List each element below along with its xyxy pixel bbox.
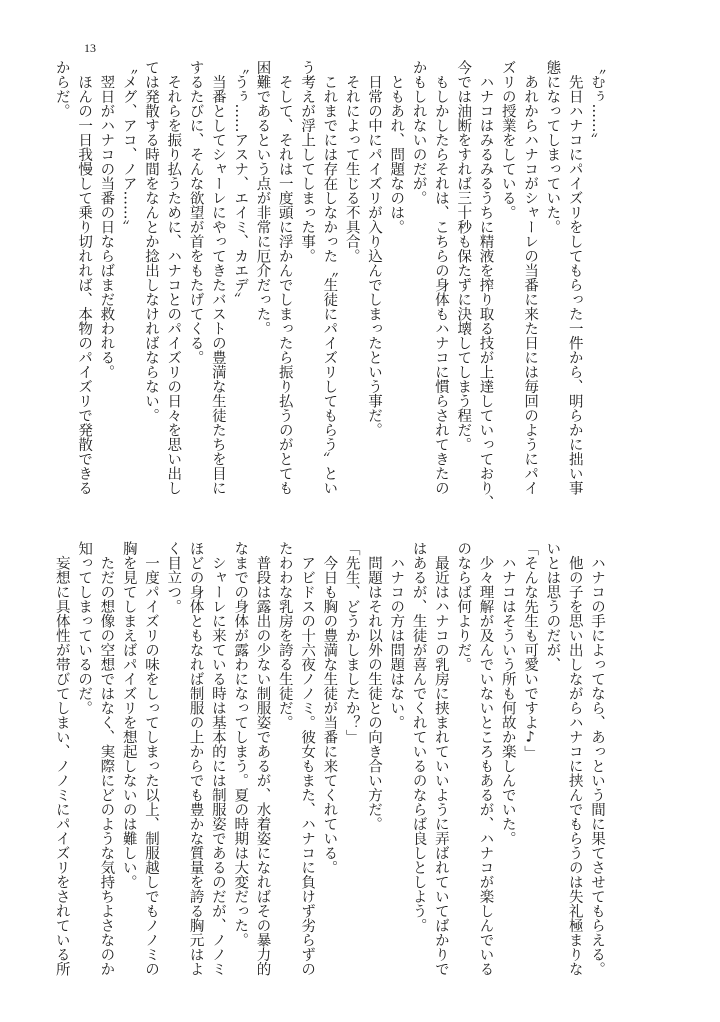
text-column: 「先生、どうかしましたか？」 <box>343 541 360 744</box>
text-column: なまでの身体が露わになってしまう。夏の時期は大変だった。 <box>232 541 249 947</box>
text-column: するたびに、そんな欲望が首をもたげてくる。 <box>187 60 204 365</box>
text-column: はあるが、生徒が喜んでくれているのならば良しとしよう。 <box>410 541 427 933</box>
text-column: う考えが浮上してしまった事。 <box>299 60 316 263</box>
text-column: く目立つ。 <box>165 541 182 614</box>
text-column: 〝うぅ……アスナ、エイミ、カエデ〟 <box>232 60 249 307</box>
text-column: 態になってしまっていた。 <box>544 60 561 234</box>
text-column: たわわな乳房を誇る生徒だ。 <box>276 541 293 730</box>
text-column: いとは思うのだが、 <box>544 541 561 672</box>
text-column: ハナコはみるみるうちに精液を搾り取る技が上達していっており、 <box>477 60 494 510</box>
text-column: もしかしたらそれは、こちらの身体もハナコに慣らされてきたの <box>432 60 449 495</box>
text-column: 当番としてシャーレにやってきたバストの豊満な生徒たちを目に <box>209 60 226 495</box>
text-column: 今では油断をすれば三十秒も保たずに決壊してしまう程だ。 <box>455 60 472 452</box>
text-column: 最近はハナコの乳房に挟まれていいように弄ばれていてばかりで <box>432 541 449 976</box>
page-number: 13 <box>84 41 96 55</box>
text-column: ほんの一日我慢して乗り切れれば、本物のパイズリで発散できる <box>76 60 93 495</box>
text-column: 妄想に具体性が帯びてしまい、ノノミにパイズリをされている所 <box>53 541 70 976</box>
text-column: 一度パイズリの味をしってしまった以上、制服越しでもノノミの <box>143 541 159 976</box>
text-column: それによって生じる不具合。 <box>343 60 360 263</box>
text-column: ズリの授業をしている。 <box>499 60 516 220</box>
text-column: 他の子を思い出しながらハナコに挟んでもらうのは失礼極まりな <box>566 541 583 976</box>
text-column: 知ってしまっているのだ。 <box>76 541 93 715</box>
text-column: ハナコの方は問題はない。 <box>388 541 405 730</box>
text-column: ハナコはそういう所も何故か楽しんでいた。 <box>499 541 516 846</box>
lower-text-block <box>0 541 720 986</box>
text-column: 「そんな先生も可愛いですよ♪」 <box>522 541 539 760</box>
text-column: のならば何よりだ。 <box>455 541 472 672</box>
text-column: ほどの身体ともなれば制服の上からでも豊かな質量を誇る胸元はよ <box>187 541 204 976</box>
text-column: 今日も胸の豊満な生徒が当番に来てくれている。 <box>321 541 338 875</box>
text-column: ては発散する時間をなんとか捻出しなければならない。 <box>143 60 159 423</box>
text-column: 問題はそれ以外の生徒との向き合い方だ。 <box>366 541 382 831</box>
text-column: これまでには存在しなかった〝生徒にパイズリしてもらう〟とい <box>321 60 338 495</box>
text-column: 普段は露出の少ない制服姿であるが、水着姿になればその暴力的 <box>254 541 271 976</box>
text-column: かもしれないのだが。 <box>410 60 427 205</box>
text-column: あれからハナコがシャーレの当番に来た日には毎回のようにパイ <box>522 60 539 495</box>
text-column: ともあれ、問題なのは。 <box>388 60 405 234</box>
text-column: 胸を見てしまえばパイズリを想起しないのは難しい。 <box>120 541 137 889</box>
upper-text-block <box>0 60 720 510</box>
text-column: からだ。 <box>53 60 70 118</box>
text-column: シャーレに来ている時は基本的には制服姿であるのだが、ノノミ <box>209 541 226 976</box>
text-column: ただの想像の空想ではなく、実際にどのような気持ちよさなのか <box>98 541 115 976</box>
text-column: ハナコの手によってなら、あっという間に果てさせてもらえる。 <box>589 541 605 976</box>
text-column: 困難であるという点が非常に厄介だった。 <box>254 60 271 336</box>
text-column: 翌日がハナコの当番の日ならばまだ救われる。 <box>98 60 115 379</box>
text-column: それらを振り払うために、ハナコとのパイズリの日々を思い出し <box>165 60 182 495</box>
text-column: 先日ハナコにパイズリをしてもらった一件から、明らかに拙い事 <box>566 60 583 495</box>
text-column: 〝メグ、アコ、ノア……〟 <box>120 60 137 234</box>
text-column: アビドスの十六夜ノノミ。彼女もまた、ハナコに負けず劣らずの <box>299 541 316 976</box>
text-column: 〝むぅ……〟 <box>589 60 605 147</box>
text-column: 日常の中にパイズリが入り込んでしまったという事だ。 <box>366 60 382 437</box>
text-column: そして、それは一度頭に浮かんでしまったら振り払うのがとても <box>276 60 293 495</box>
text-column: 少々理解が及んでいないところもあるが、ハナコが楽しんでいる <box>477 541 494 976</box>
